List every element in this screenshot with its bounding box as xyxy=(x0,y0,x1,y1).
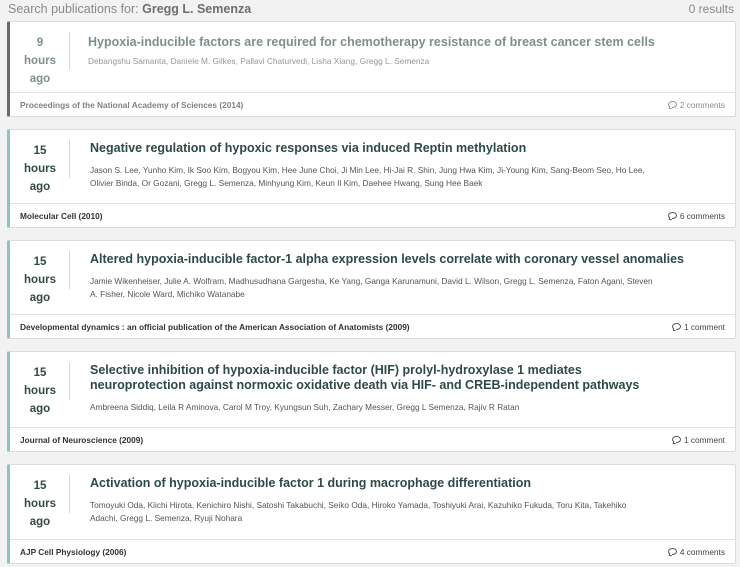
journal-name: Molecular Cell (2010) xyxy=(20,210,103,221)
comments-count: 2 comments xyxy=(679,99,725,110)
speech-bubble-icon xyxy=(668,548,677,555)
speech-bubble-icon xyxy=(672,436,681,443)
time-unit: hours xyxy=(24,385,56,397)
time-number: 15 xyxy=(33,480,47,492)
journal-name: Journal of Neuroscience (2009) xyxy=(20,434,144,445)
publication-title[interactable]: Hypoxia-inducible factors are required for chemotherapy resistance of breast cancer stem cells xyxy=(88,35,655,49)
journal-name: Developmental dynamics : an official publication of the American Association of Anatomists (2009) xyxy=(20,321,410,332)
publication-title[interactable]: Negative regulation of hypoxic responses via induced Reptin methylation xyxy=(90,141,527,155)
results-count: 0 results xyxy=(688,2,734,16)
comments-count: 4 comments xyxy=(679,546,725,557)
time-unit: hours xyxy=(24,274,56,286)
time-unit: hours xyxy=(24,55,56,67)
publication-title[interactable]: Selective inhibition of hypoxia-inducible factor (HIF) prolyl-hydroxylase 1 mediates neuroprotection against normoxic oxidative death via HIF- and CREB-independent pathways xyxy=(90,363,640,392)
publication-card[interactable] xyxy=(7,351,736,452)
comments-link[interactable] xyxy=(672,322,725,332)
publication-title[interactable]: Activation of hypoxia-inducible factor 1 during macrophage differentiation xyxy=(90,476,532,490)
time-ago xyxy=(10,34,70,88)
publication-card[interactable] xyxy=(7,129,736,228)
publication-authors: Tomoyuki Oda, Kiichi Hirota, Kenichiro Nishi, Satoshi Takabuchi, Seiko Oda, Hiroko Yamada, Toshiyuki Arai, Kazuhiko Fukuda, Toru Kita, Takehiko Adachi, Gregg L. Semenza, Ryuji Nohara xyxy=(90,500,627,523)
time-suffix: ago xyxy=(29,181,51,193)
comments-count: 1 comment xyxy=(683,321,725,332)
time-suffix: ago xyxy=(29,403,51,415)
time-number: 9 xyxy=(36,37,44,49)
comments-link[interactable] xyxy=(668,100,725,110)
time-ago xyxy=(10,364,70,418)
publication-card[interactable] xyxy=(7,464,736,564)
time-suffix: ago xyxy=(29,516,51,528)
journal-name: AJP Cell Physiology (2006) xyxy=(20,546,127,557)
time-number: 15 xyxy=(33,367,47,379)
journal-name: Proceedings of the National Academy of Sciences (2014) xyxy=(20,99,244,110)
search-prefix: Search publications for: xyxy=(8,2,143,16)
speech-bubble-icon xyxy=(668,101,677,108)
card-divider xyxy=(69,362,70,400)
card-footer xyxy=(10,203,735,227)
publication-card[interactable] xyxy=(7,240,736,339)
time-number: 15 xyxy=(33,145,47,157)
comments-link[interactable] xyxy=(668,211,725,221)
card-footer xyxy=(10,539,735,563)
publication-authors: Jason S. Lee, Yunho Kim, Ik Soo Kim, Bogyou Kim, Hee June Choi, Ji Min Lee, Hi-Jai R. Shin, Jung Hwa Kim, Ji-Young Kim, Sang-Beom Seo, Ho Lee, Olivier Binda, Or Gozani, Gregg L. Semenza, Minhyung Kim, Keun Il Kim, Daehee Hwang, Sung Hee Baek xyxy=(90,165,645,188)
speech-bubble-icon xyxy=(668,212,677,219)
card-footer xyxy=(10,92,735,116)
search-label xyxy=(8,2,251,16)
time-unit: hours xyxy=(24,498,56,510)
comments-count: 6 comments xyxy=(679,210,725,221)
time-ago xyxy=(10,477,70,531)
card-divider xyxy=(69,475,70,513)
publication-title[interactable]: Altered hypoxia-inducible factor-1 alpha expression levels correlate with coronary vessel anomalies xyxy=(90,252,684,266)
comments-link[interactable] xyxy=(668,547,725,557)
search-header xyxy=(0,0,740,18)
time-suffix: ago xyxy=(29,73,51,85)
time-suffix: ago xyxy=(29,292,51,304)
comments-link[interactable] xyxy=(672,435,725,445)
time-ago xyxy=(10,253,70,307)
publication-authors: Jamie Wikenheiser, Julie A. Wolfram, Madhusudhana Gargesha, Ke Yang, Ganga Karunamuni, David L. Wilson, Gregg L. Semenza, Faton Agani, Steven A. Fisher, Nicole Ward, Michiko Watanabe xyxy=(90,276,653,299)
time-unit: hours xyxy=(24,163,56,175)
card-divider xyxy=(69,251,70,289)
publication-authors: Debangshu Samanta, Daniele M. Gilkes, Pallavi Chaturvedi, Lisha Xiang, Gregg L. Semenza xyxy=(88,56,430,66)
speech-bubble-icon xyxy=(672,323,681,330)
publication-card[interactable] xyxy=(7,21,736,117)
time-number: 15 xyxy=(33,256,47,268)
card-footer xyxy=(10,427,735,451)
search-query: Gregg L. Semenza xyxy=(142,2,252,16)
publication-authors: Ambreena Siddiq, Leila R Aminova, Carol M Troy, Kyungsun Suh, Zachary Messer, Gregg L Semenza, Rajiv R Ratan xyxy=(90,402,520,412)
card-divider xyxy=(69,32,70,70)
card-divider xyxy=(69,140,70,178)
card-footer xyxy=(10,314,735,338)
comments-count: 1 comment xyxy=(683,434,725,445)
time-ago xyxy=(10,142,70,196)
